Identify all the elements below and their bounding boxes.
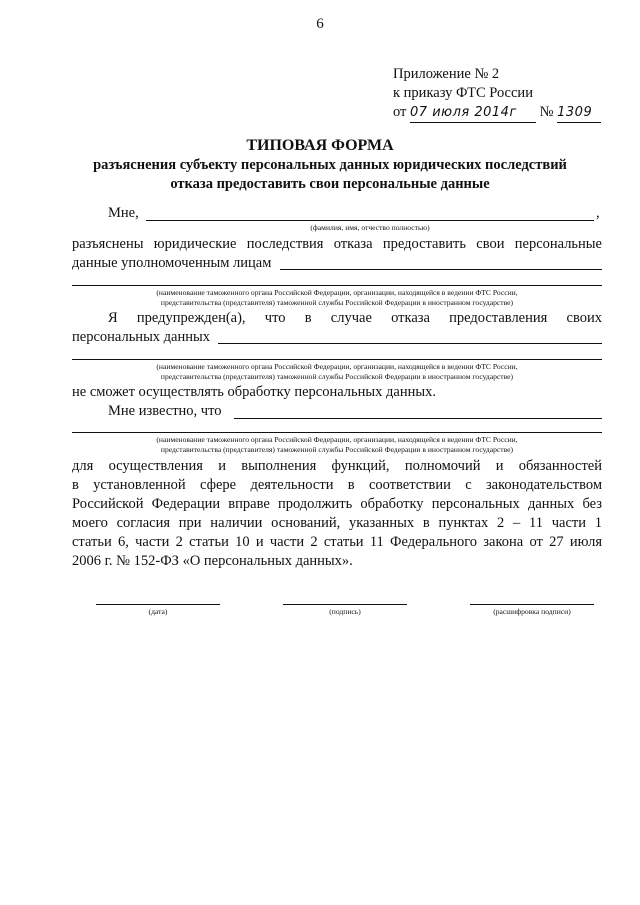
org-caption-2-line1: (наименование таможенного органа Российской Федерации, организации, находящейся в ведении ФТС России, <box>156 362 518 371</box>
p2-line2: персональных данных <box>72 329 211 345</box>
org-caption-1-line2: представительства (представителя) таможенной службы Российской Федерации в иностранном государстве) <box>160 298 514 307</box>
subtitle-line1: разъяснения субъекту персональных данных юридических последствий <box>93 157 567 173</box>
p1-line2: данные уполномоченным лицам <box>72 255 272 271</box>
org-caption-1-line1: (наименование таможенного органа Российской Федерации, организации, находящейся в ведении ФТС России, <box>156 288 518 297</box>
appendix-block <box>393 65 601 123</box>
decoding-caption: (расшифровка подписи) <box>493 607 571 616</box>
org-blank-line-3 <box>72 432 602 433</box>
subtitle-line2: отказа предоставить свои персональные данные <box>170 176 490 192</box>
p5-line: для осуществления и выполнения функций, полномочий и обязанностей <box>72 458 602 474</box>
org-caption-2-line2: представительства (представителя) таможенной службы Российской Федерации в иностранном государстве) <box>160 372 514 381</box>
decoding-signature-line <box>470 604 594 605</box>
p1-line1: разъяснены юридические последствия отказа предоставить свои персональные <box>72 236 602 252</box>
org-caption-3-line1: (наименование таможенного органа Российской Федерации, организации, находящейся в ведении ФТС России, <box>156 435 518 444</box>
mne-label: Мне, <box>108 205 139 221</box>
signature-caption: (подпись) <box>329 607 361 616</box>
form-title: ТИПОВАЯ ФОРМА <box>246 137 394 154</box>
p5-line: статьи 6, части 2 статьи 10 и части 2 статьи 11 Федерального закона от 27 июля <box>72 534 602 550</box>
date-prefix: от <box>393 104 407 120</box>
p5-paragraph <box>72 457 602 571</box>
p5-line: Российской Федерации вправе продолжить обработку персональных данных без <box>72 496 602 512</box>
handwritten-date: 07 июля 2014г <box>410 103 536 123</box>
appendix-date-line <box>393 103 601 123</box>
fio-blank-line <box>146 220 594 221</box>
authorized-persons-blank-line <box>280 269 602 270</box>
signature-line <box>283 604 407 605</box>
org-blank-line-2 <box>72 359 602 360</box>
number-prefix: № <box>539 104 554 120</box>
p2-line1: Я предупрежден(а), что в случае отказа предоставления своих <box>108 310 602 326</box>
fio-caption: (фамилия, имя, отчество полностью) <box>310 223 430 232</box>
p3: не сможет осуществлять обработку персональных данных. <box>72 384 436 400</box>
p2-blank-line <box>218 343 602 344</box>
date-caption: (дата) <box>148 607 168 616</box>
p5-line: в установленной сфере деятельности в соответствии с законодательством <box>72 477 602 493</box>
p4-blank-line <box>234 418 602 419</box>
appendix-line2: к приказу ФТС России <box>393 85 533 101</box>
appendix-line1: Приложение № 2 <box>393 66 500 82</box>
p5-line: 2006 г. № 152-ФЗ «О персональных данных». <box>72 553 353 569</box>
date-signature-line <box>96 604 220 605</box>
org-blank-line-1 <box>72 285 602 286</box>
form-subtitle <box>60 156 600 194</box>
org-caption-3-line2: представительства (представителя) таможенной службы Российской Федерации в иностранном государстве) <box>160 445 514 454</box>
handwritten-number: 1309 <box>557 103 601 123</box>
p4-label: Мне известно, что <box>108 403 222 419</box>
p5-line: моего согласия при наличии оснований, указанных в пунктах 2 – 11 части 1 <box>72 515 602 531</box>
mne-comma: , <box>596 205 600 221</box>
page-number: 6 <box>316 16 324 32</box>
